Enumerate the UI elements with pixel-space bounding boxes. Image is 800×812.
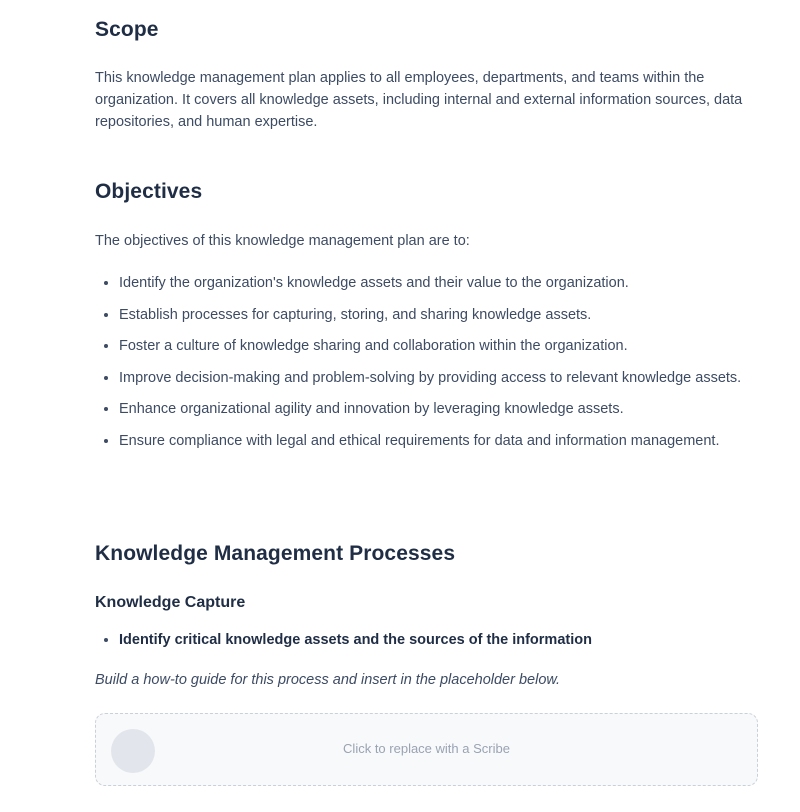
knowledge-capture-list bbox=[95, 629, 760, 661]
list-item: • Identify the organization's knowledge assets and their value to the organization. bbox=[119, 272, 760, 294]
processes-heading: Knowledge Management Processes bbox=[95, 542, 456, 565]
scope-paragraph: This knowledge management plan applies to all employees, departments, and teams within the organization. It covers all knowledge assets, including internal and external information sources, data repositories, and human expertise. bbox=[95, 70, 743, 130]
objectives-heading: Objectives bbox=[95, 180, 203, 203]
list-item: • Establish processes for capturing, storing, and sharing knowledge assets. bbox=[119, 304, 760, 326]
list-item: • Improve decision-making and problem-solving by providing access to relevant knowledge assets. bbox=[119, 367, 760, 389]
list-item: • Enhance organizational agility and innovation by leveraging knowledge assets. bbox=[119, 398, 760, 420]
knowledge-capture-heading: Knowledge Capture bbox=[95, 594, 246, 611]
scope-heading: Scope bbox=[95, 18, 159, 41]
objectives-list bbox=[95, 272, 760, 461]
placeholder-label: Click to replace with a Scribe bbox=[343, 741, 510, 756]
list-item: • Ensure compliance with legal and ethical requirements for data and information management. bbox=[119, 430, 760, 452]
scribe-placeholder[interactable] bbox=[95, 713, 758, 786]
objectives-intro: The objectives of this knowledge management plan are to: bbox=[95, 233, 470, 249]
list-item: • Identify critical knowledge assets and the sources of the information bbox=[119, 629, 760, 651]
list-item: • Foster a culture of knowledge sharing and collaboration within the organization. bbox=[119, 335, 760, 357]
guide-note: Build a how-to guide for this process and insert in the placeholder below. bbox=[95, 672, 561, 688]
